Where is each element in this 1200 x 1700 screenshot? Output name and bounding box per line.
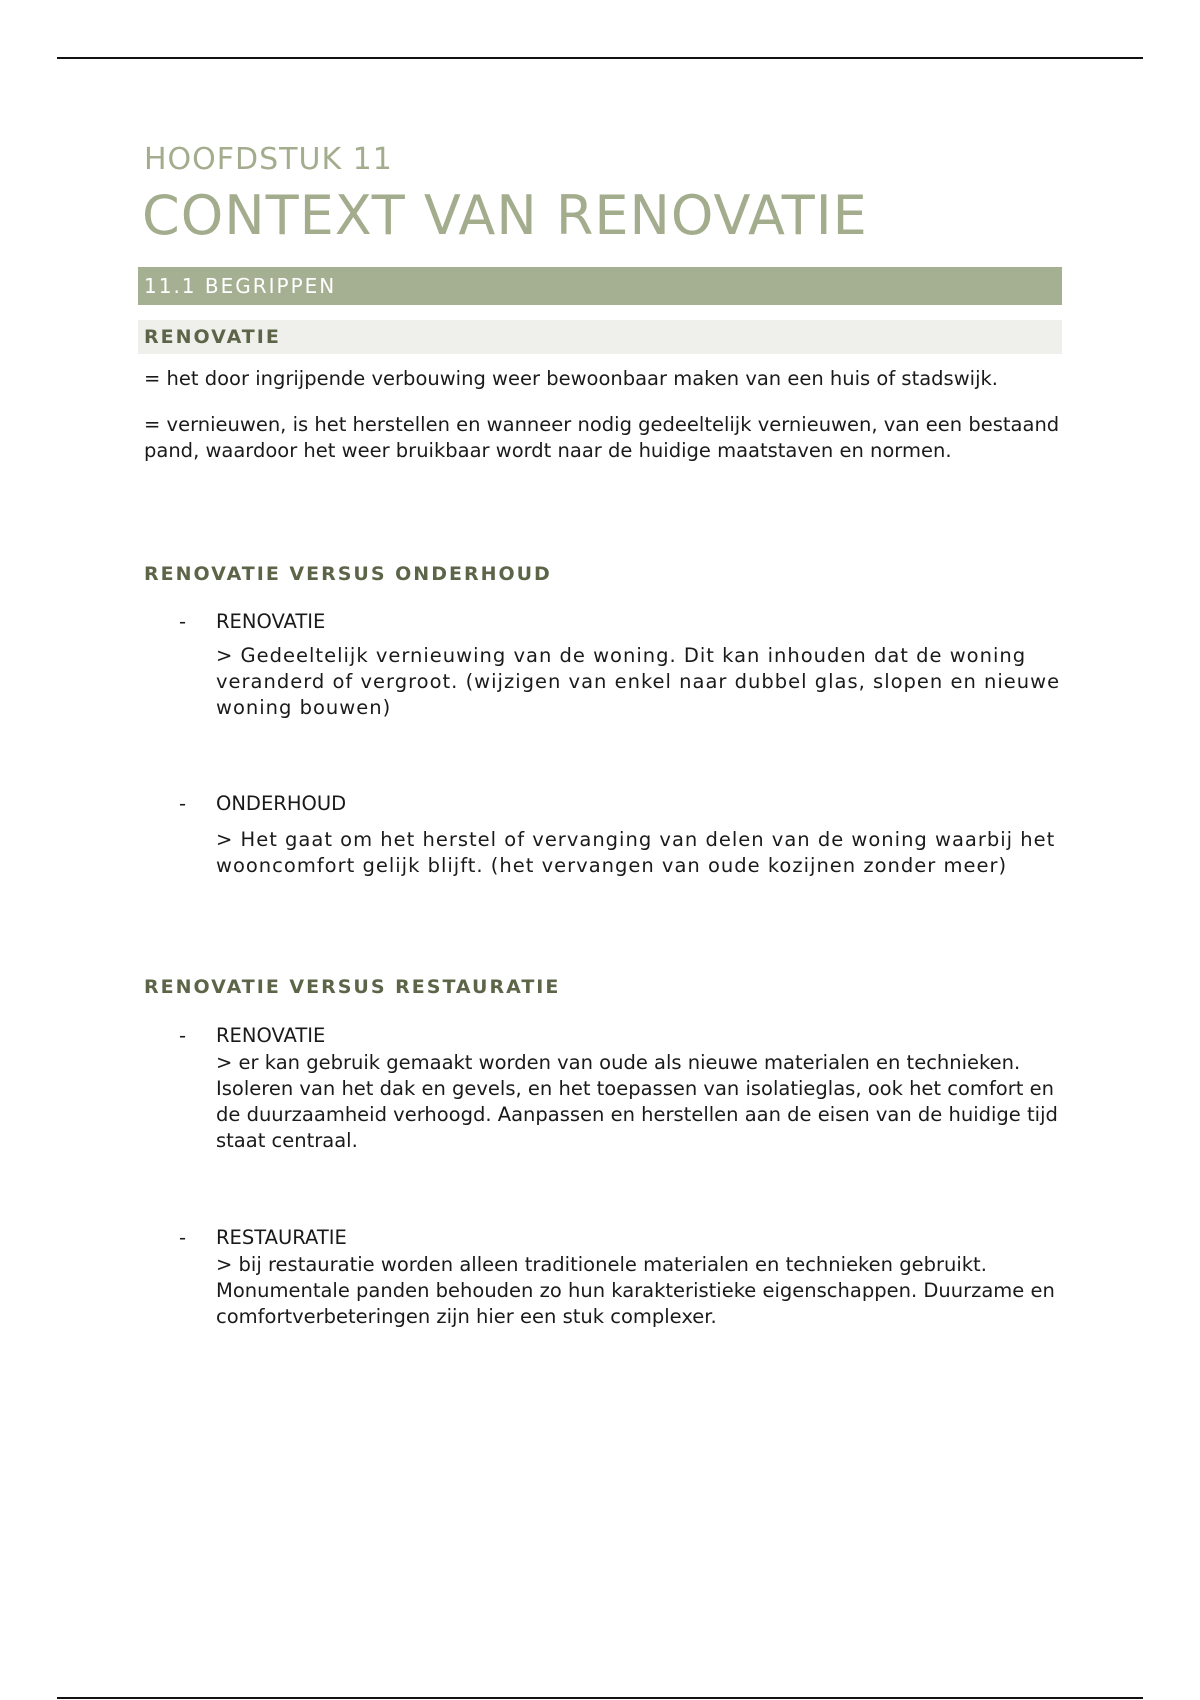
chapter-label: HOOFDSTUK 11 bbox=[144, 142, 393, 177]
chapter-title: CONTEXT VAN RENOVATIE bbox=[142, 184, 868, 247]
page-top-rule bbox=[57, 57, 1143, 59]
definition-paragraph-2: = vernieuwen, is het herstellen en wanneer nodig gedeeltelijk vernieuwen, van een bestaand pand, waardoor het weer bruikbaar wordt naar de huidige maatstaven en normen. bbox=[144, 413, 1060, 462]
list-dash: - bbox=[179, 1226, 187, 1249]
definition-paragraph-1: = het door ingrijpende verbouwing weer bewoonbaar maken van een huis of stadswijk. bbox=[144, 367, 998, 390]
section-heading-bar: 11.1 BEGRIPPEN bbox=[138, 267, 1062, 305]
list-item-text: > Gedeeltelijk vernieuwing van de woning. Dit kan inhouden dat de woning veranderd of vergroot. (wijzigen van enkel naar dubbel glas, slopen en nieuwe woning bouwen) bbox=[216, 644, 1061, 719]
list-item-title: RENOVATIE bbox=[216, 1024, 326, 1047]
list-dash: - bbox=[179, 1024, 187, 1047]
list-item-text: > bij restauratie worden alleen traditionele materialen en technieken gebruikt. Monumentale panden behouden zo hun karakteristieke eigenschappen. Duurzame en comfortverbeteringen zijn hier een stuk complexer. bbox=[216, 1253, 1055, 1328]
heading-renovatie-versus-onderhoud: RENOVATIE VERSUS ONDERHOUD bbox=[144, 563, 552, 585]
subsection-heading-renovatie: RENOVATIE bbox=[138, 320, 1062, 354]
heading-renovatie-versus-restauratie: RENOVATIE VERSUS RESTAURATIE bbox=[144, 976, 561, 998]
list-item-title: RENOVATIE bbox=[216, 610, 326, 633]
list-item-title: RESTAURATIE bbox=[216, 1226, 347, 1249]
list-item-text: > Het gaat om het herstel of vervanging van delen van de woning waarbij het wooncomfort gelijk blijft. (het vervangen van oude kozijnen zonder meer) bbox=[216, 828, 1056, 877]
list-item-title: ONDERHOUD bbox=[216, 792, 347, 815]
list-dash: - bbox=[179, 792, 187, 815]
list-dash: - bbox=[179, 610, 187, 633]
list-item-text: > er kan gebruik gemaakt worden van oude als nieuwe materialen en technieken. Isoleren van het dak en gevels, en het toepassen van isolatieglas, ook het comfort en de duurzaamheid verhoogd. Aanpassen en herstellen aan de eisen van de huidige tijd staat centraal. bbox=[216, 1051, 1058, 1152]
page-bottom-rule bbox=[57, 1697, 1143, 1699]
